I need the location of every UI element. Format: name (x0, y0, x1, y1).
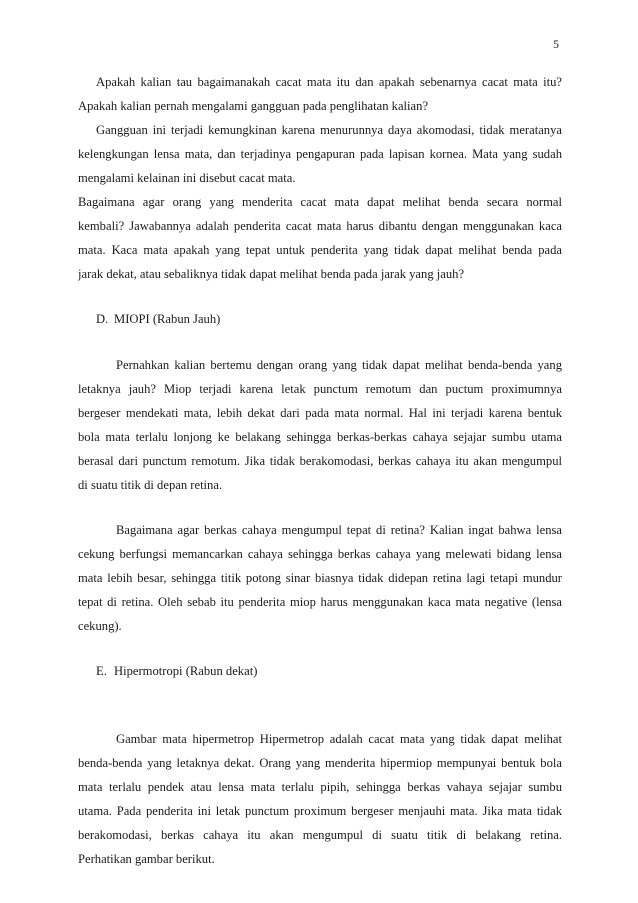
text-line: berakomodasi, berkas cahaya itu akan mengumpul di suatu titik di belakang retina. (78, 828, 562, 842)
text-line: Pernahkan kalian bertemu dengan orang yang tidak dapat melihat benda-benda yang (116, 358, 562, 372)
text-line: mata terlalu pendek atau lensa mata terlalu pipih, sehingga berkas vahaya sejajar sumbu (78, 780, 562, 794)
text-line: Apakah kalian tau bagaimanakah cacat mata itu dan apakah sebenarnya cacat mata itu? (96, 75, 562, 89)
section-letter: D. (96, 312, 109, 326)
section-letter: E. (96, 664, 107, 678)
text-line: Bagaimana agar berkas cahaya mengumpul tepat di retina? Kalian ingat bahwa lensa (116, 523, 562, 537)
text-line: kembali? Jawabannya adalah penderita cacat mata harus dibantu dengan menggunakan kaca (78, 219, 562, 233)
text-line: berasal dari punctum remotum. Jika tidak berakomodasi, berkas cahaya itu akan mengumpul (78, 454, 562, 468)
miopi-paragraph-1 (78, 353, 562, 497)
text-line: di suatu titik di depan retina. (78, 478, 223, 492)
section-heading-miopi (78, 307, 562, 331)
text-line: tepat di retina. Oleh sebab itu penderita miop harus menggunakan kaca mata negative (lensa (78, 595, 562, 609)
section-title: MIOPI (Rabun Jauh) (114, 312, 221, 326)
intro-paragraph (78, 70, 562, 286)
text-line: Bagaimana agar orang yang menderita cacat mata dapat melihat benda secara normal (78, 195, 562, 209)
text-line: kelengkungan lensa mata, dan terjadinya pengapuran pada lapisan kornea. Mata yang sudah (78, 147, 562, 161)
section-heading-hipermotropi (78, 659, 562, 683)
text-line: bergeser mendekati mata, lebih dekat dari pada mata normal. Hal ini terjadi karena bentuk (78, 406, 562, 420)
text-line: cekung). (78, 619, 122, 633)
section-title: Hipermotropi (Rabun dekat) (114, 664, 258, 678)
text-line: benda-benda yang letaknya dekat. Orang yang menderita hipermiop mempunyai bentuk bola (78, 756, 562, 770)
text-line: mengalami kelainan ini disebut cacat mata. (78, 171, 296, 185)
text-line: bola mata terlalu lonjong ke belakang sehingga berkas-berkas cahaya sejajar sumbu utama (78, 430, 562, 444)
text-line: cekung berfungsi memancarkan cahaya sehingga berkas cahaya yang melewati bidang lensa (78, 547, 562, 561)
text-line: Gangguan ini terjadi kemungkinan karena menurunnya daya akomodasi, tidak meratanya (96, 123, 562, 137)
text-line: letaknya jauh? Miop terjadi karena letak punctum remotum dan puctum proximumnya (78, 382, 562, 396)
miopi-paragraph-2 (78, 518, 562, 638)
page-number: 5 (553, 37, 559, 51)
text-line: Gambar mata hipermetrop Hipermetrop adalah cacat mata yang tidak dapat melihat (116, 732, 562, 746)
text-line: Apakah kalian pernah mengalami gangguan pada penglihatan kalian? (78, 99, 429, 113)
text-line: mata lebih besar, sehingga titik potong sinar biasnya tidak didepan retina lagi tetapi mundur (78, 571, 562, 585)
text-line: utama. Pada penderita ini letak punctum proximum bergeser menjauhi mata. Jika mata tidak (78, 804, 562, 818)
text-line: Perhatikan gambar berikut. (78, 852, 215, 866)
hipermotropi-paragraph-1 (78, 727, 562, 871)
text-line: jarak dekat, atau sebaliknya tidak dapat melihat benda pada jarak yang jauh? (78, 267, 465, 281)
document-body (78, 70, 562, 871)
text-line: mata. Kaca mata apakah yang tepat untuk penderita yang tidak dapat melihat benda pada (78, 243, 562, 257)
